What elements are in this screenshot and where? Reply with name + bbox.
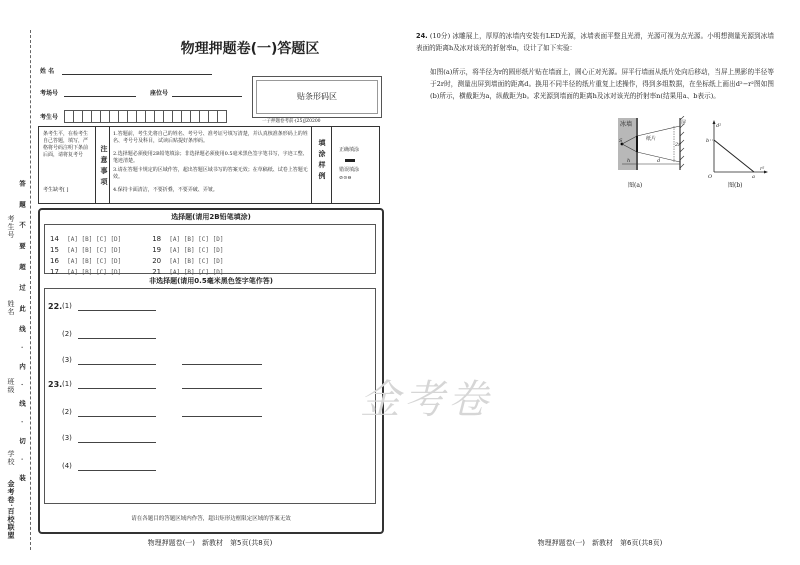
figure-a-caption: 图(a)	[628, 182, 643, 189]
q22-sub-3: (3)	[62, 356, 72, 364]
q22-answer-3a[interactable]	[78, 364, 156, 365]
data-line	[714, 140, 754, 172]
notes-box	[38, 126, 380, 204]
q23-answer-1b[interactable]	[182, 388, 262, 389]
q23-answer-2b[interactable]	[182, 416, 262, 417]
fig-label-ice: 冰墙	[620, 121, 633, 128]
mc-qnum: 16	[50, 257, 59, 265]
mc-rows	[50, 226, 370, 276]
q22-sub-1: (1)	[62, 302, 72, 310]
q23-sub-3: (3)	[62, 434, 72, 442]
side-label-school: 学校	[7, 450, 15, 466]
fig-label-b: b	[706, 138, 710, 144]
mc-row	[50, 237, 370, 254]
binding-dashed-line	[30, 30, 31, 550]
right-footer: 物理押题卷(一) 新教材 第6页(共8页)	[537, 539, 663, 547]
fig-label-O: O	[708, 174, 713, 178]
side-label-brand: 金考卷·百校联盟	[7, 480, 16, 540]
fill-heading: 填涂样例	[318, 139, 327, 183]
fig-label-paper: 纸片	[646, 136, 657, 142]
q23-sub-4: (4)	[62, 462, 72, 470]
q23-answer-1a[interactable]	[78, 388, 156, 389]
fig-label-a: a	[752, 174, 755, 178]
note-item-2: 2.选择题必须使用2B铅笔填涂；非选择题必须使用0.5毫米黑色签字笔书写，字迹工整、笔迹清楚。	[113, 151, 308, 164]
q24-score: (10分)	[429, 32, 451, 40]
fill-wrong-sample: ⊘⊙⊖	[339, 175, 352, 181]
q22-sub-2: (2)	[62, 330, 72, 338]
mc-row	[50, 226, 370, 243]
fig-label-2r: 2r	[675, 142, 681, 148]
mc-row	[50, 259, 370, 276]
nonmc-heading: 非选择题(请用0.5毫米黑色签字笔作答)	[149, 277, 273, 285]
fig-label-screen: 屏	[681, 120, 687, 126]
side-label-name: 姓名	[7, 300, 15, 316]
q23-answer-2a[interactable]	[78, 416, 156, 417]
mc-qnum: 21	[152, 268, 162, 276]
q22-answer-1[interactable]	[78, 310, 156, 311]
q23-answer-3[interactable]	[78, 442, 156, 443]
exam-no-label: 考生号	[40, 114, 59, 121]
note-intro: 条考生平，在检考生自己答题，填写，严格将号码注明下条前后面，请将复考号	[43, 131, 89, 158]
question-24	[416, 30, 774, 54]
barcode-label: 贴条形码区	[297, 92, 337, 101]
watermark: 金考卷	[360, 377, 492, 423]
mc-options[interactable]: [A] [B] [C] [D]	[67, 247, 122, 254]
mc-options[interactable]: [A] [B] [C] [D]	[169, 269, 224, 276]
q22-answer-3b[interactable]	[182, 364, 262, 365]
figure-a	[600, 116, 690, 178]
fill-correct-sample	[345, 159, 355, 162]
exam-room-field[interactable]	[64, 96, 136, 97]
mc-options[interactable]: [A] [B] [C] [D]	[169, 247, 224, 254]
mc-qnum: 14	[50, 235, 59, 243]
note-confirm: 考生缺考[ ]	[43, 187, 69, 193]
figure-b-caption: 图(b)	[728, 182, 743, 189]
out-of-area-warning: 请在各题目的答题区域内作答，超出矩形边框限定区域的答案无效	[131, 516, 291, 522]
left-footer: 物理押题卷(一) 新教材 第5页(共8页)	[147, 539, 273, 547]
mc-options[interactable]: [A] [B] [C] [D]	[169, 258, 224, 265]
name-field[interactable]	[62, 74, 212, 75]
q24-paragraph-1: 冰雕展上，厚厚的冰墙内安装有LED光源，冰墙表面平整且光滑，光源可视为点光源。小明想测量光源到冰墙表面的距离h及冰对该光的折射率n，设计了如下实验：	[416, 32, 774, 52]
nonmc-box	[44, 288, 376, 504]
note-item-1: 1.答题前，考生先将自己的姓名、考号号、准考证号填写清楚，并认真核准条形码上的姓名、考号号及科目，试读后贴提好条形码。	[113, 131, 308, 144]
q24-number: 24.	[416, 32, 428, 40]
serial-text: 一子押题卷考前·(25)JZ0200	[262, 119, 321, 124]
q23-answer-4[interactable]	[78, 470, 156, 471]
figure-b	[700, 118, 770, 178]
q24-paragraph-2: 如图(a)所示，将半径为r的圆形纸片贴在墙面上，圆心正对光源。屏平行墙面从纸片处向后移动，当屏上黑影的半径等于2r时，测量出屏到墙面的距离d。换用不同半径的纸片重复上述操作，得到多组数据，在坐标纸上画出d²−r²图如图(b)所示，横截距为a，纵截距为b。求光源到墙面的距离h及冰对该光的折射率n(结果用a、b表示)。	[430, 68, 774, 100]
fill-correct-label: 正确填涂	[339, 147, 360, 153]
fig-label-d: d	[657, 158, 661, 164]
answer-sheet-title: 物理押题卷(一)答题区	[180, 41, 320, 57]
mc-options[interactable]: [A] [B] [C] [D]	[67, 236, 122, 243]
q22-answer-2[interactable]	[78, 338, 156, 339]
fill-wrong-label: 错误填涂	[339, 167, 360, 173]
mc-options[interactable]: [A] [B] [C] [D]	[67, 258, 122, 265]
notes-heading: 注意事项	[100, 145, 109, 189]
refracted-upper	[637, 126, 680, 136]
q22-number: 22.	[48, 302, 63, 311]
mc-qnum: 18	[152, 235, 162, 243]
mc-qnum: 15	[50, 246, 59, 254]
mc-row	[50, 248, 370, 265]
mc-options[interactable]: [A] [B] [C] [D]	[169, 236, 224, 243]
note-item-4: 4.保持卡面清洁，不要折叠，不要弄破、弄皱。	[113, 187, 218, 193]
mc-qnum: 20	[152, 257, 162, 265]
barcode-area	[252, 76, 382, 118]
q23-number: 23.	[48, 380, 63, 389]
fig-label-S: S	[619, 138, 623, 144]
fig-label-r2: r²	[760, 166, 765, 172]
exam-room-label: 考场号	[40, 90, 59, 97]
mc-qnum: 17	[50, 268, 59, 276]
note-item-3: 3.请在答题卡规定的区域作答，超出答题区域书写的答案无效；在草稿纸、试卷上答题无效。	[113, 167, 308, 180]
fig-label-h: h	[627, 158, 631, 164]
q23-sub-1: (1)	[62, 380, 72, 388]
side-label-class: 班级	[7, 378, 15, 394]
side-label-candidate: 考生号	[7, 215, 15, 239]
fig-label-d2: d²	[716, 123, 722, 129]
q23-sub-2: (2)	[62, 408, 72, 416]
seat-field[interactable]	[172, 96, 242, 97]
exam-no-boxes[interactable]	[64, 108, 244, 120]
side-cut-line-text: 答 題 不 要 超 过 此 线 · 内 · 线 · 切 · 装	[18, 180, 26, 487]
mc-qnum: 19	[152, 246, 162, 254]
seat-label: 座位号	[150, 90, 169, 97]
mc-heading: 选择题(请用2B铅笔填涂)	[171, 213, 251, 221]
name-label: 姓 名	[40, 68, 55, 75]
mc-options[interactable]: [A] [B] [C] [D]	[67, 269, 122, 276]
